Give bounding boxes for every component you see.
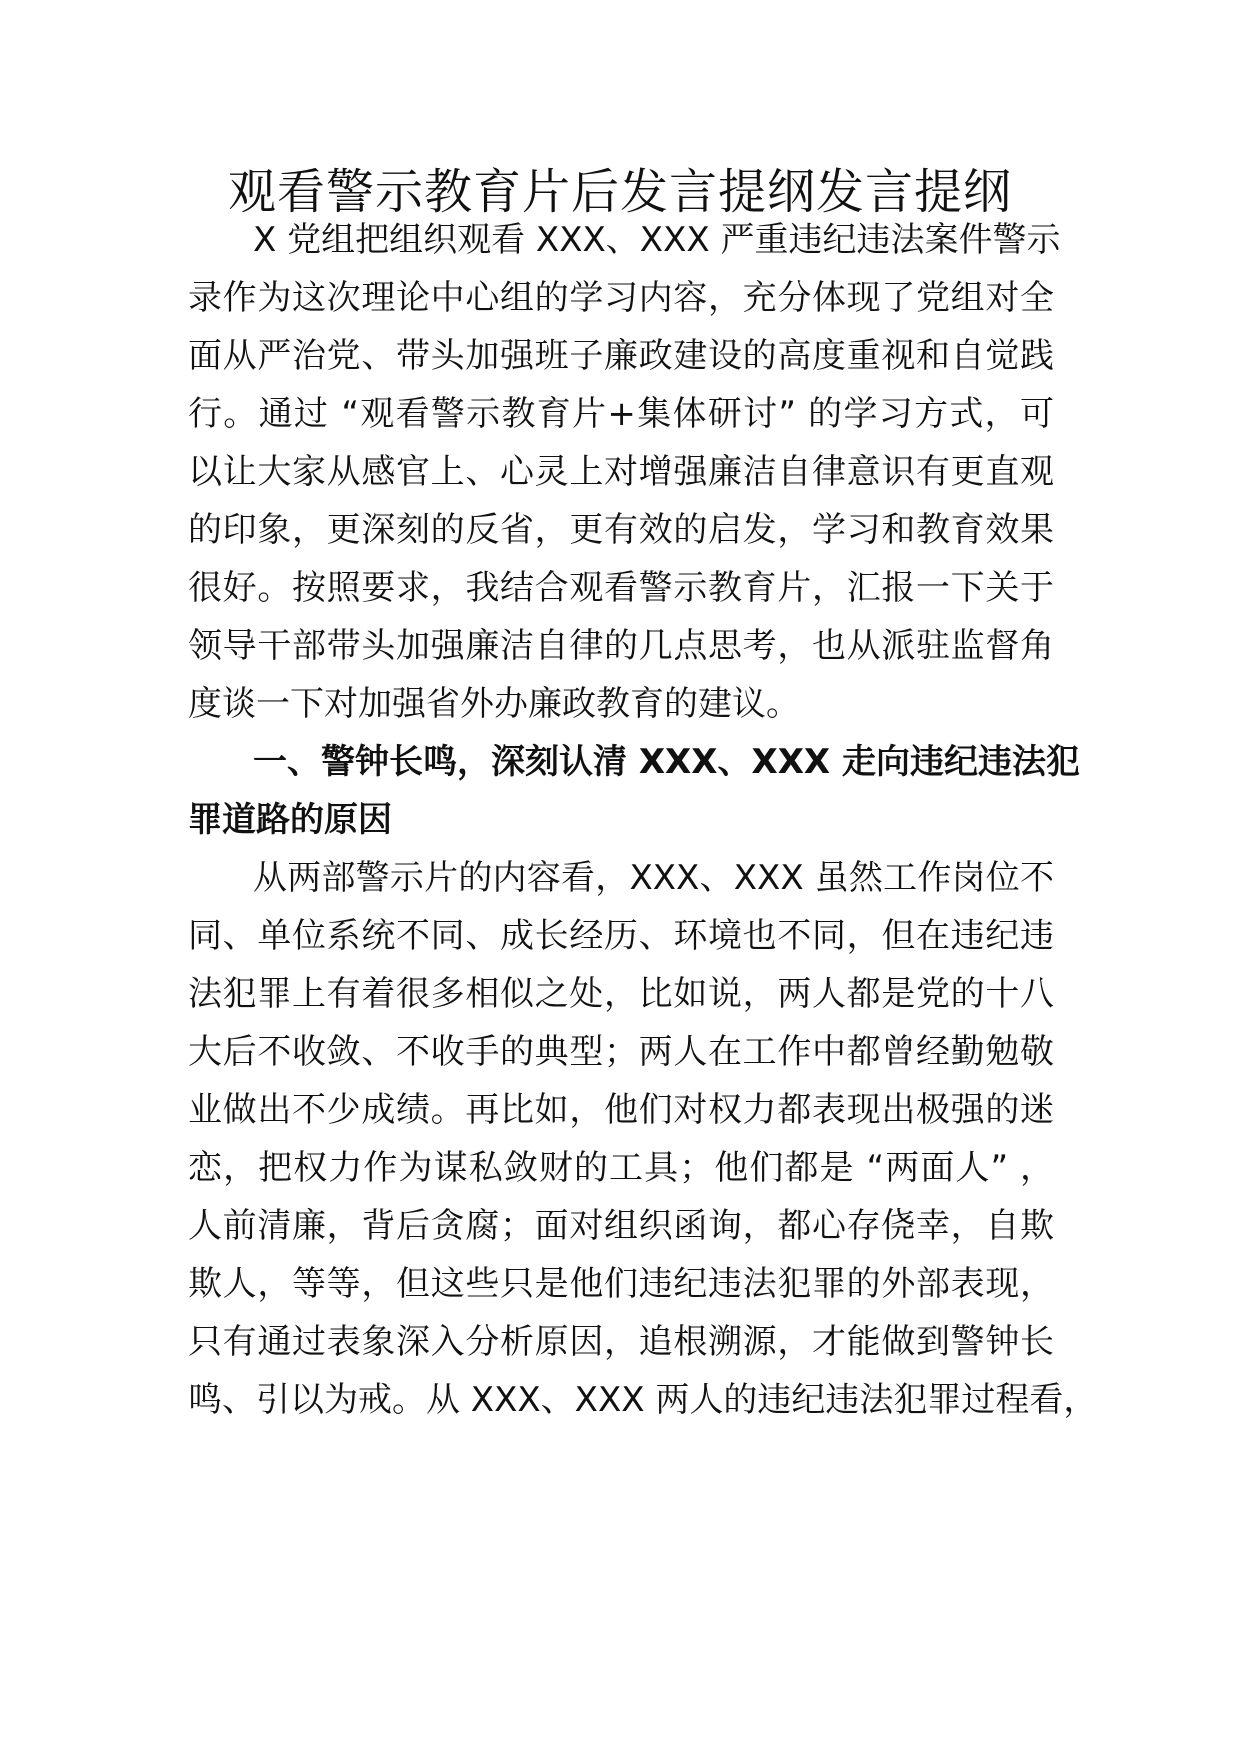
body-line-12: 从两部警示片的内容看，XXX、XXX 虽然工作岗位不: [253, 858, 1054, 898]
body-line-19: 欺人，等等，但这些只是他们违纪违法犯罪的外部表现，: [188, 1264, 1054, 1304]
body-line-14: 法犯罪上有着很多相似之处，比如说，两人都是党的十八: [188, 974, 1054, 1014]
section-heading-line-2: 罪道路的原因: [188, 800, 392, 840]
body-line-7: 很好。按照要求，我结合观看警示教育片，汇报一下关于: [188, 568, 1054, 608]
body-line-20: 只有通过表象深入分析原因，追根溯源，才能做到警钟长: [188, 1322, 1054, 1362]
body-line-2: 录作为这次理论中心组的学习内容，充分体现了党组对全: [188, 278, 1054, 318]
body-line-3: 面从严治党、带头加强班子廉政建设的高度重视和自觉践: [188, 336, 1054, 376]
body-line-15: 大后不收敛、不收手的典型；两人在工作中都曾经勤勉敬: [188, 1032, 1054, 1072]
section-heading-line-1: 一、警钟长鸣，深刻认清 XXX、XXX 走向违纪违法犯: [253, 742, 1080, 782]
body-line-17: 恋，把权力作为谋私敛财的工具；他们都是 “两面人” ，: [188, 1148, 1054, 1188]
body-line-8: 领导干部带头加强廉洁自律的几点思考，也从派驻监督角: [188, 626, 1054, 666]
body-line-5: 以让大家从感官上、心灵上对增强廉洁自律意识有更直观: [188, 452, 1054, 492]
body-line-18: 人前清廉，背后贪腐；面对组织函询，都心存侥幸，自欺: [188, 1206, 1054, 1246]
body-line-9: 度谈一下对加强省外办廉政教育的建议。: [188, 684, 800, 724]
body-line-13: 同、单位系统不同、成长经历、环境也不同，但在违纪违: [188, 916, 1054, 956]
body-line-16: 业做出不少成绩。再比如，他们对权力都表现出极强的迷: [188, 1090, 1054, 1130]
body-line-6: 的印象，更深刻的反省，更有效的启发，学习和教育效果: [188, 510, 1054, 550]
body-line-21: 鸣、引以为戒。从 XXX、XXX 两人的违纪违法犯罪过程看，: [188, 1380, 1098, 1420]
document-title: 观看警示教育片后发言提纲发言提纲: [227, 164, 1012, 220]
body-line-4: 行。通过 “观看警示教育片+集体研讨” 的学习方式，可: [188, 394, 1054, 434]
body-line-1: X 党组把组织观看 XXX、XXX 严重违纪违法案件警示: [253, 220, 1061, 260]
